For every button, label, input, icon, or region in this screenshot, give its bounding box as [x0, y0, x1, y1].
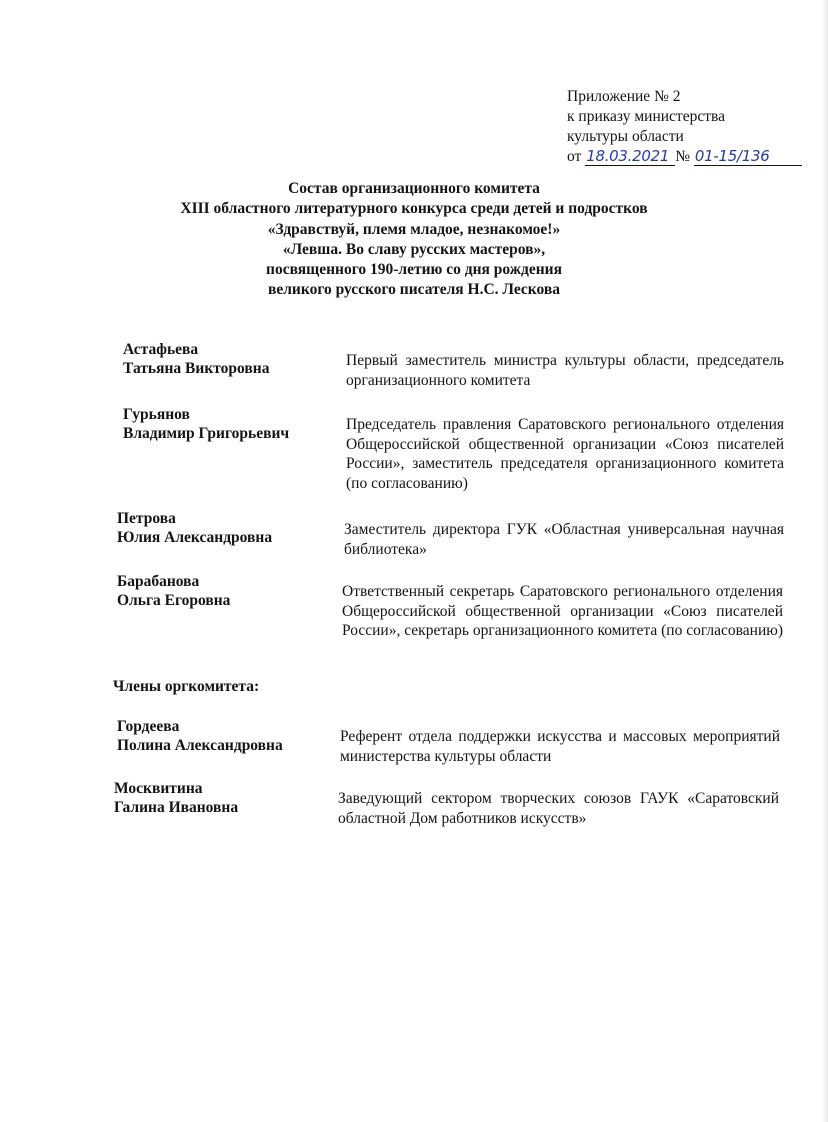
person-surname: Гурьянов [123, 406, 190, 423]
title-line-6: великого русского писателя Н.С. Лескова [267, 281, 561, 299]
person-role: Ответственный секретарь Саратовского регионального отделения Общероссийской общественной организации «Союз писателей России», секретарь организационного комитета (по согласованию) [342, 583, 783, 639]
person-name [123, 340, 269, 378]
person-name [117, 717, 283, 755]
from-label: от [567, 148, 582, 165]
person-surname: Москвитина [114, 780, 203, 797]
person-given-names: Полина Александровна [117, 737, 283, 754]
person-role: Референт отдела поддержки искусства и массовых мероприятий министерства культуры области [340, 728, 780, 765]
person-given-names: Владимир Григорьевич [123, 425, 290, 442]
title-line-5: посвященного 190-летию со дня рождения [266, 261, 562, 279]
person-given-names: Татьяна Викторовна [123, 360, 270, 377]
appendix-block [567, 87, 807, 167]
appendix-order-ref: к приказу министерства [567, 108, 725, 125]
page-edge-shadow [822, 0, 828, 1122]
title-line-4: «Левша. Во славу русских мастеров», [282, 240, 546, 258]
members-heading: Члены оргкомитета: [113, 678, 260, 695]
person-role: Заместитель директора ГУК «Областная универсальная научная библиотека» [344, 521, 784, 558]
person-name [117, 509, 272, 547]
title-line-3: «Здравствуй, племя младое, незнакомое!» [267, 220, 561, 238]
person-role: Заведующий сектором творческих союзов ГАУК «Саратовский областной Дом работников искусств» [338, 790, 779, 827]
person-given-names: Юлия Александровна [117, 529, 273, 546]
person-role: Первый заместитель министра культуры области, председатель организационного комитета [346, 352, 784, 389]
appendix-date-line [567, 147, 807, 167]
person-surname: Астафьева [123, 341, 199, 358]
person-surname: Петрова [117, 510, 176, 527]
number-field [694, 148, 802, 166]
number-label: № [675, 148, 690, 165]
appendix-ministry: культуры области [567, 128, 684, 145]
title-line-2: XIII областного литературного конкурса среди детей и подростков [180, 200, 648, 218]
person-given-names: Галина Ивановна [114, 799, 239, 816]
handwritten-date: 18.03.2021 [586, 147, 670, 165]
person-surname: Гордеева [117, 718, 180, 735]
person-name [117, 572, 230, 610]
person-name [123, 405, 289, 443]
appendix-number: Приложение № 2 [567, 88, 681, 105]
person-surname: Барабанова [117, 573, 200, 590]
person-role: Председатель правления Саратовского регионального отделения Общероссийской общественной организации «Союз писателей России», заместитель председателя организационного комитета (по согласованию) [346, 416, 784, 492]
title-line-1: Состав организационного комитета [288, 180, 540, 197]
date-field [585, 148, 675, 166]
handwritten-number: 01-15/136 [694, 147, 770, 165]
document-title [0, 179, 828, 301]
person-given-names: Ольга Егоровна [117, 592, 231, 609]
person-name [114, 779, 238, 817]
